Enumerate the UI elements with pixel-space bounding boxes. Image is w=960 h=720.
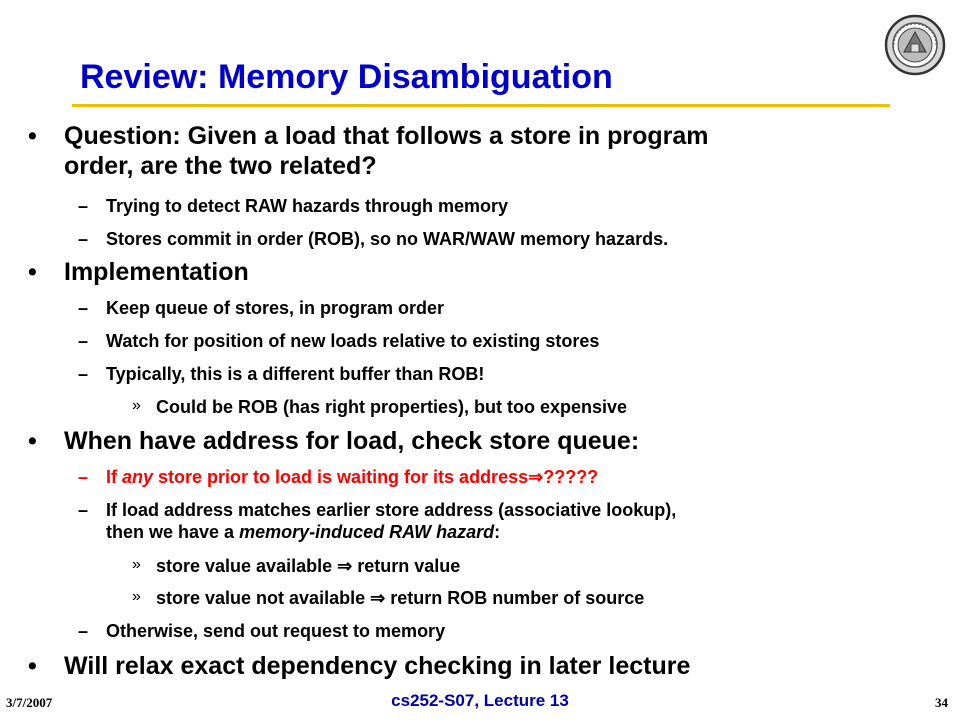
dash-marker: – <box>78 298 89 318</box>
dash-marker: – <box>78 229 89 249</box>
dash-marker: – <box>78 467 89 487</box>
implies-arrow-icon: ⇒ <box>337 556 353 576</box>
footer-date: 3/7/2007 <box>6 695 53 710</box>
sub-stores-commit: Stores commit in order (ROB), so no WAR/WAW memory hazards. <box>106 229 669 249</box>
dash-marker: – <box>78 621 89 641</box>
dash-marker: – <box>78 364 89 384</box>
bullet-question-line1: Question: Given a load that follows a store in program <box>64 122 709 150</box>
subsub-value-not-available: store value not available ⇒ return ROB number of source <box>156 588 645 608</box>
sub-raw-hazards: Trying to detect RAW hazards through memory <box>106 196 509 216</box>
title-underline <box>72 104 890 107</box>
bullet-implementation: Implementation <box>64 258 249 286</box>
raquo-marker: » <box>132 588 141 605</box>
bullet-marker: • <box>28 258 37 286</box>
bullet-relax-checking: Will relax exact dependency checking in later lecture <box>64 652 691 680</box>
bullet-marker: • <box>28 427 37 455</box>
subsub-could-be-rob: Could be ROB (has right properties), but too expensive <box>156 397 628 417</box>
dash-marker: – <box>78 196 89 216</box>
raquo-marker: » <box>132 397 141 414</box>
dash-marker: – <box>78 500 89 520</box>
sub-different-buffer: Typically, this is a different buffer than ROB! <box>106 364 485 384</box>
sub-watch-loads: Watch for position of new loads relative to existing stores <box>106 331 600 351</box>
bullet-question-line2: order, are the two related? <box>64 152 377 180</box>
bullet-marker: • <box>28 652 37 680</box>
bullet-marker: • <box>28 122 37 150</box>
raquo-marker: » <box>132 556 141 573</box>
sub-address-match-line2: then we have a memory-induced RAW hazard: <box>106 522 501 542</box>
footer-course: cs252-S07, Lecture 13 <box>391 691 569 710</box>
implies-arrow-icon: ⇒ <box>528 467 544 487</box>
sub-waiting-address: If any store prior to load is waiting for its address⇒????? <box>106 467 599 487</box>
sub-address-match-line1: If load address matches earlier store address (associative lookup), <box>106 500 677 520</box>
footer-page-number: 34 <box>935 695 948 710</box>
implies-arrow-icon: ⇒ <box>370 588 386 608</box>
sub-otherwise-request: Otherwise, send out request to memory <box>106 621 446 641</box>
subsub-value-available: store value available ⇒ return value <box>156 556 461 576</box>
slide-title: Review: Memory Disambiguation <box>80 58 613 96</box>
bullet-check-store-queue: When have address for load, check store queue: <box>64 427 640 455</box>
sub-keep-queue: Keep queue of stores, in program order <box>106 298 445 318</box>
dash-marker: – <box>78 331 89 351</box>
